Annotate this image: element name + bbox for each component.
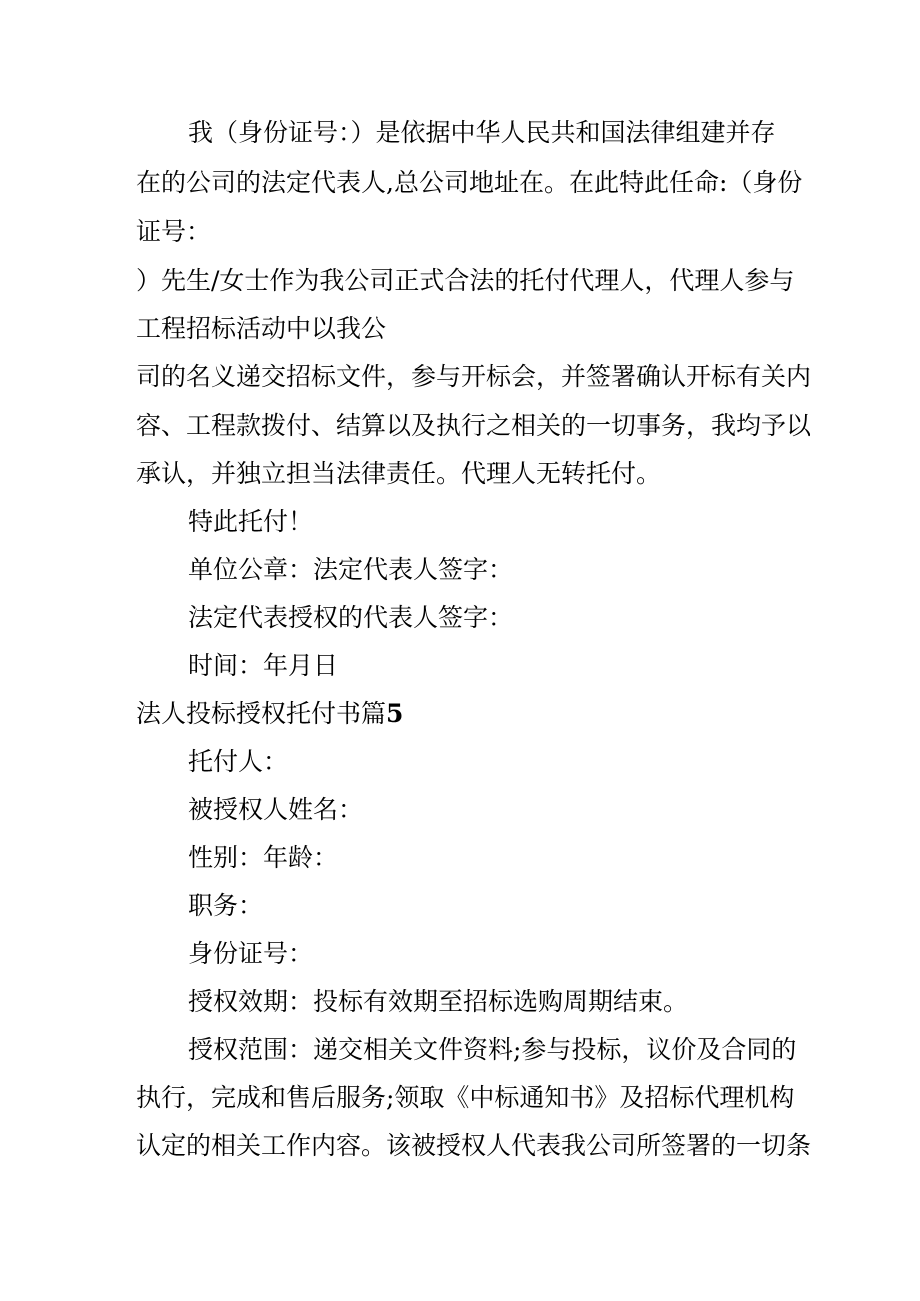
- paragraph-line: 时间：年月日: [188, 651, 339, 680]
- paragraph-line: 工程招标活动中以我公: [136, 314, 387, 343]
- paragraph-line: 执行，完成和售后服务;领取《中标通知书》及招标代理机构: [136, 1083, 795, 1112]
- paragraph-line: 容、工程款拨付、结算以及执行之相关的一切事务，我均予以: [136, 411, 812, 440]
- paragraph-line: 在的公司的法定代表人,总公司地址在。在此特此任命:（身份: [136, 168, 803, 197]
- section-heading: [136, 699, 403, 729]
- paragraph-line: 我（身份证号：）是依据中华人民共和国法律组建并存: [188, 118, 776, 147]
- paragraph-line: 法定代表授权的代表人签字：: [188, 603, 514, 632]
- paragraph-line: 司的名义递交招标文件，参与开标会，并签署确认开标有关内: [136, 362, 812, 391]
- paragraph-line: 证号：: [136, 217, 212, 246]
- paragraph-line: 被授权人姓名：: [188, 795, 364, 824]
- paragraph-line: 职务：: [188, 891, 264, 920]
- paragraph-line: 身份证号：: [188, 939, 314, 968]
- paragraph-line: 性别：年龄：: [188, 843, 339, 872]
- paragraph-line: 承认，并独立担当法律责任。代理人无转托付。: [136, 459, 662, 488]
- paragraph-line: 授权效期：投标有效期至招标选购周期结束。: [188, 987, 689, 1016]
- paragraph-line: 特此托付！: [188, 507, 314, 536]
- paragraph-line: ）先生/女士作为我公司正式合法的托付代理人，代理人参与: [136, 266, 795, 295]
- heading-text: 法人投标授权托付书篇: [136, 699, 387, 728]
- heading-number: 5: [386, 699, 404, 728]
- paragraph-line: 认定的相关工作内容。该被授权人代表我公司所签署的一切条: [136, 1131, 812, 1160]
- paragraph-line: 托付人：: [188, 747, 289, 776]
- paragraph-line: 授权范围：递交相关文件资料;参与投标，议价及合同的: [188, 1035, 797, 1064]
- paragraph-line: 单位公章：法定代表人签字：: [188, 555, 514, 584]
